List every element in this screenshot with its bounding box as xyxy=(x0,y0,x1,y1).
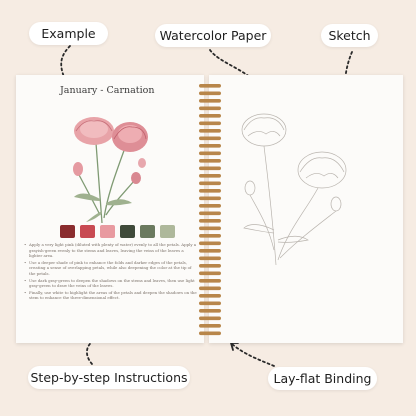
binding-ring xyxy=(199,287,221,291)
page-title: January - Carnation xyxy=(60,85,155,96)
instruction-step: • Use dark gray-green to deepen the shadows on the stems and leaves, then use light gray-green to draw the veins of the leaves. xyxy=(24,278,198,289)
binding-ring xyxy=(199,302,221,306)
watercolor-paper-label: Watercolor Paper xyxy=(155,24,271,47)
binding-ring xyxy=(199,309,221,313)
swatch-5 xyxy=(160,225,175,238)
binding-ring xyxy=(199,332,221,336)
step-by-step-label: Step-by-step Instructions xyxy=(28,366,190,389)
instruction-step: • Apply a very light pink (diluted with plenty of water) evenly to all the petals. Apply a grayish-green evenly to the stems and leaves, leaving the veins of the leaves a lighter area. xyxy=(24,242,198,259)
swatch-3 xyxy=(120,225,135,238)
instruction-list xyxy=(24,242,198,302)
example-label: Example xyxy=(29,22,108,45)
binding-ring xyxy=(199,272,221,276)
instruction-step: • Finally, use white to highlight the areas of the petals and deepen the shadows on the stem to enhance the three-dimensional effect. xyxy=(24,290,198,301)
carnation-painting xyxy=(56,103,166,225)
binding-ring xyxy=(199,92,221,96)
left-page xyxy=(16,75,204,343)
binding-ring xyxy=(199,317,221,321)
color-swatches xyxy=(60,225,175,238)
lay-flat-binding-label: Lay-flat Binding xyxy=(268,367,377,390)
binding-ring xyxy=(199,279,221,283)
swatch-4 xyxy=(140,225,155,238)
sketch-label: Sketch xyxy=(321,24,378,47)
swatch-0 xyxy=(60,225,75,238)
binding-ring xyxy=(199,84,221,88)
swatch-2 xyxy=(100,225,115,238)
swatch-1 xyxy=(80,225,95,238)
instruction-step: • Use a deeper shade of pink to enhance the folds and darker edges of the petals, creating a sense of overlapping petals, while also deepening the color at the tip of the petals. xyxy=(24,260,198,277)
binding-ring xyxy=(199,324,221,328)
carnation-sketch xyxy=(218,100,368,270)
binding-ring xyxy=(199,294,221,298)
binding-arrow xyxy=(232,344,274,366)
